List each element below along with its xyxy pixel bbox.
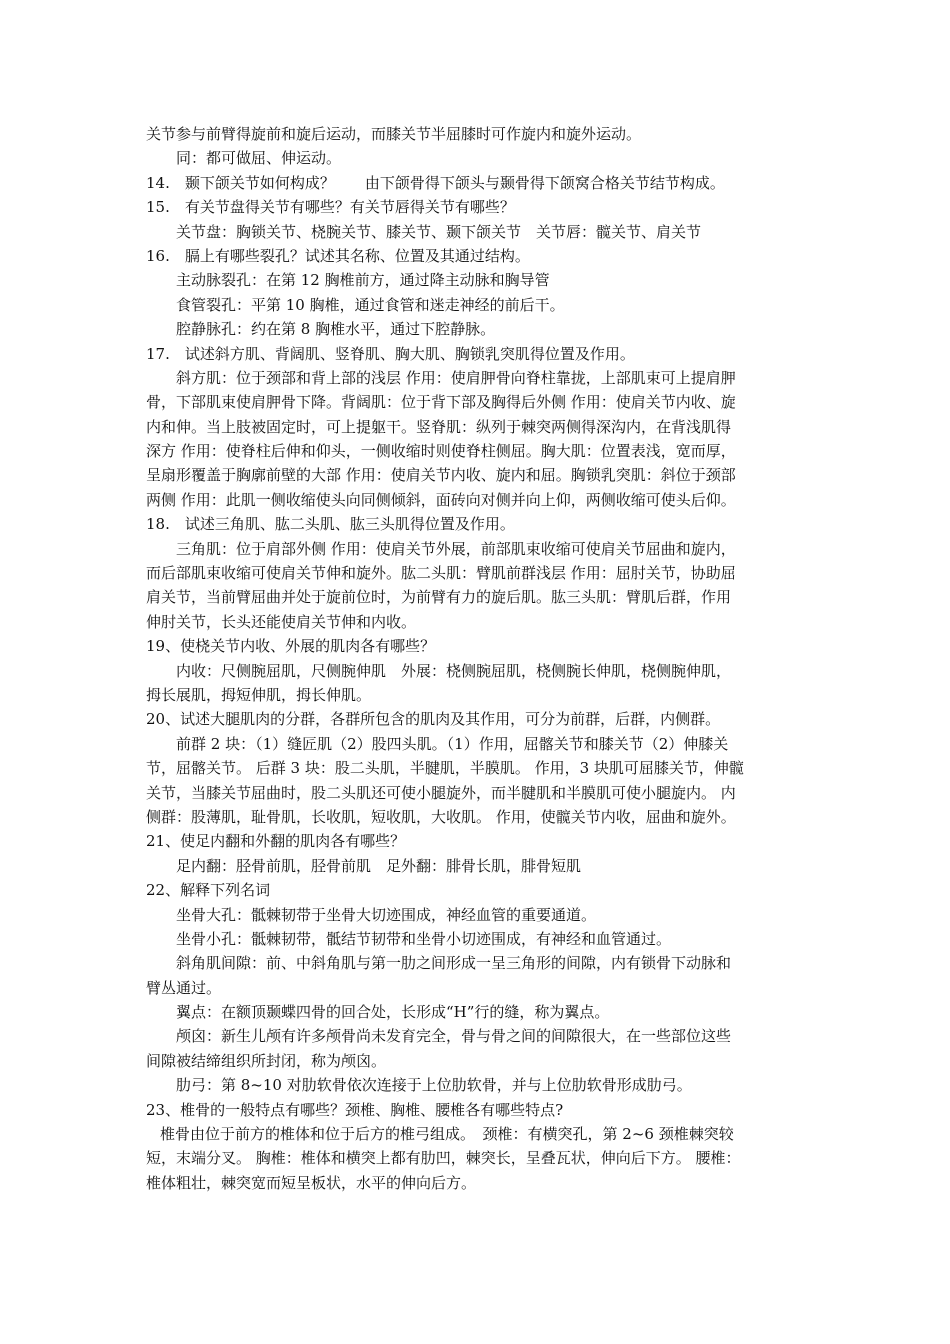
document-body	[146, 122, 810, 1195]
question-17: 17. 试述斜方肌、背阔肌、竖脊肌、胸大肌、胸锁乳突肌得位置及作用。	[146, 344, 635, 363]
answer-line: 前群 2 块：（1）缝匠肌（2）股四头肌。（1）作用，屈髂关节和膝关节（2）伸膝关	[176, 734, 729, 753]
answer-line: 椎骨由位于前方的椎体和位于后方的椎弓组成。 颈椎：有横突孔，第 2~6 颈椎棘突较	[160, 1125, 734, 1144]
text-line: 同：都可做屈、伸运动。	[176, 149, 342, 168]
answer-line: 肩关节，当前臂屈曲并处于旋前位时，为前臂有力的旋后肌。肱三头肌：臂肌后群，作用	[146, 588, 732, 607]
question-22: 22、解释下列名词	[146, 881, 271, 900]
text-line: 关节参与前臂得旋前和旋后运动，而膝关节半屈膝时可作旋内和旋外运动。	[146, 125, 642, 143]
answer-line: 深方 作用：使脊柱后伸和仰头，一侧收缩时则使脊柱侧屈。胸大肌：位置表浅，宽而厚，	[146, 442, 736, 461]
answer-line: 足内翻：胫骨前肌，胫骨前肌 足外翻：腓骨长肌，腓骨短肌	[176, 856, 582, 875]
question-16: 16. 膈上有哪些裂孔？试述其名称、位置及其通过结构。	[146, 246, 530, 265]
term-definition: 翼点：在额顶颞蝶四骨的回合处，长形成“H”行的缝，称为翼点。	[176, 1003, 610, 1022]
question-18: 18. 试述三角肌、肱二头肌、肱三头肌得位置及作用。	[146, 515, 515, 534]
term-definition: 坐骨小孔：骶棘韧带，骶结节韧带和坐骨小切迹围成，有神经和血管通过。	[176, 929, 672, 948]
answer-line: 内收：尺侧腕屈肌，尺侧腕伸肌 外展：桡侧腕屈肌，桡侧腕长伸肌，桡侧腕伸肌，	[176, 661, 732, 680]
question-15: 15. 有关节盘得关节有哪些？有关节唇得关节有哪些？	[146, 198, 515, 217]
answer-line: 拇长展肌，拇短伸肌，拇长伸肌。	[146, 685, 372, 704]
term-definition: 斜角肌间隙：前、中斜角肌与第一肋之间形成一呈三角形的间隙，内有锁骨下动脉和	[176, 954, 732, 973]
term-definition: 颅囟：新生儿颅有许多颅骨尚未发育完全，骨与骨之间的间隙很大，在一些部位这些	[176, 1027, 732, 1046]
answer-line: 臂丛通过。	[146, 978, 222, 997]
answer-line: 关节盘：胸锁关节、桡腕关节、膝关节、颞下颌关节 关节唇：髋关节、肩关节	[176, 222, 702, 241]
answer-line: 关节，当膝关节屈曲时，股二头肌还可使小腿旋外，而半腱肌和半膜肌可使小腿旋内。 内	[146, 783, 736, 802]
answer-line: 呈扇形覆盖于胸廓前壁的大部 作用：使肩关节内收、旋内和屈。胸锁乳突肌：斜位于颈部	[146, 466, 736, 485]
answer-line: 三角肌：位于肩部外侧 作用：使肩关节外展，前部肌束收缩可使肩关节屈曲和旋内，	[176, 539, 736, 558]
answer-line: 主动脉裂孔：在第 12 胸椎前方，通过降主动脉和胸导管	[176, 271, 550, 290]
term-definition: 坐骨大孔：骶棘韧带于坐骨大切迹围成，神经血管的重要通道。	[176, 905, 597, 924]
answer-line: 斜方肌：位于颈部和背上部的浅层 作用：使肩胛骨向脊柱靠拢，上部肌束可上提肩胛	[176, 368, 736, 387]
question-23: 23、椎骨的一般特点有哪些？颈椎、胸椎、腰椎各有哪些特点?	[146, 1100, 564, 1119]
answer-line: 食管裂孔：平第 10 胸椎，通过食管和迷走神经的前后干。	[176, 295, 565, 314]
answer-line: 椎体粗壮，棘突宽而短呈板状，水平的伸向后方。	[146, 1173, 477, 1192]
term-definition: 肋弓：第 8~10 对肋软骨依次连接于上位肋软骨，并与上位肋软骨形成肋弓。	[176, 1076, 692, 1095]
answer-line: 骨，下部肌束使肩胛骨下降。背阔肌：位于背下部及胸得后外侧 作用：使肩关节内收、旋	[146, 393, 736, 412]
question-21: 21、使足内翻和外翻的肌肉各有哪些？	[146, 832, 406, 851]
question-20: 20、试述大腿肌肉的分群，各群所包含的肌肉及其作用，可分为前群，后群，内侧群。	[146, 710, 721, 729]
answer-line: 内和伸。当上肢被固定时，可上提躯干。竖脊肌：纵列于棘突两侧得深沟内，在背浅肌得	[146, 417, 732, 436]
answer-line: 而后部肌束收缩可使肩关节伸和旋外。肱二头肌：臂肌前群浅层 作用：屈肘关节，协助屈	[146, 564, 736, 583]
answer-line: 短，末端分叉。 胸椎：椎体和横突上都有肋凹，棘突长，呈叠瓦状，伸向后下方。 腰椎：	[146, 1149, 741, 1168]
answer-line: 侧群：股薄肌，耻骨肌，长收肌，短收肌，大收肌。 作用，使髋关节内收，屈曲和旋外。	[146, 807, 736, 826]
answer-line: 两侧 作用：此肌一侧收缩使头向同侧倾斜，面砖向对侧并向上仰，两侧收缩可使头后仰。	[146, 490, 736, 509]
answer-line: 腔静脉孔：约在第 8 胸椎水平，通过下腔静脉。	[176, 320, 496, 339]
answer-line: 间隙被结缔组织所封闭，称为颅囟。	[146, 1051, 387, 1070]
answer-line: 节，屈髂关节。 后群 3 块：股二头肌，半腱肌，半膜肌。 作用，3 块肌可屈膝关节，伸髋	[146, 759, 744, 778]
question-19: 19、使桡关节内收、外展的肌肉各有哪些？	[146, 637, 436, 656]
answer-line: 伸肘关节，长头还能使肩关节伸和内收。	[146, 612, 417, 631]
question-14: 14. 颞下颌关节如何构成？ 由下颌骨得下颌头与颞骨得下颌窝合格关节结节构成。	[146, 173, 725, 192]
